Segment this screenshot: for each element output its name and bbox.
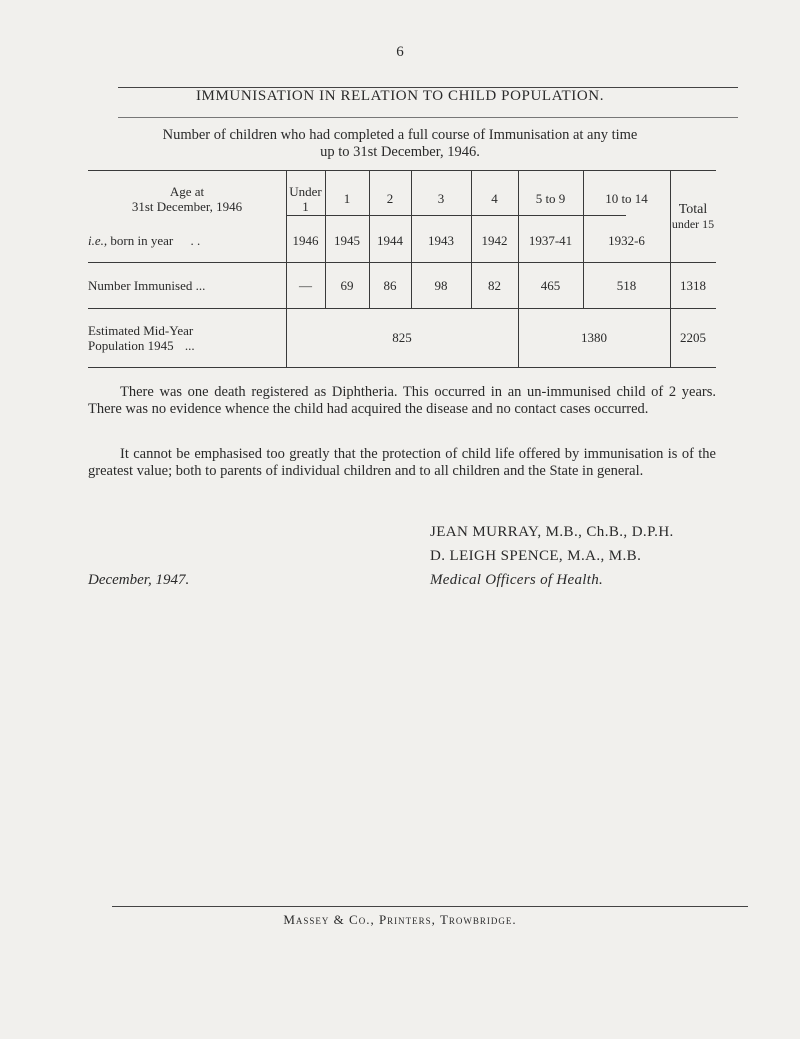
total-label-line-2: under 15 [671,217,715,231]
age-group: 3 [437,191,445,206]
age-label-line-2: 31st December, 1946 [131,199,243,214]
page-subtitle [0,127,800,161]
total-label-line-1: Total [678,202,708,217]
signatory-role: Medical Officers of Health. [430,572,604,588]
immunised-value: 86 [383,278,397,293]
subtitle-line-1: Number of children who had completed a full course of Immunisation at any time [162,127,638,143]
born-label: i.e., born in year . . [88,233,201,248]
age-label [88,184,286,214]
paragraph-emphasis [88,446,716,480]
table-immunised-rule [88,308,716,309]
immunised-value: 69 [340,278,354,293]
immunisation-table [88,170,716,370]
total-label [670,202,716,232]
printer-imprint: Massey & Co., Printers, Trowbridge. [283,912,517,927]
immunised-label-text: Number Immunised [88,278,193,293]
signatory-1: JEAN MURRAY, M.B., Ch.B., D.P.H. [430,524,674,540]
population-value: 825 [392,330,412,345]
table-age-year-divider [286,215,626,216]
birth-year: 1943 [428,233,454,248]
immunised-value: — [299,278,312,293]
population-label [88,323,286,353]
population-label-line-2: Population 1945 ... [88,338,195,353]
immunised-value: 518 [616,278,637,293]
birth-year: 1932-6 [608,233,645,248]
footer-rule [112,906,748,907]
immunised-value: 82 [488,278,501,293]
table-header-rule [88,262,716,263]
birth-year: 1944 [377,233,403,248]
report-date: December, 1947. [88,572,190,588]
age-group: 1 [343,191,351,206]
age-group-under-1: Under 1 [289,184,322,214]
page-title: IMMUNISATION IN RELATION TO CHILD POPULATION. [195,88,605,104]
signatory-2: D. LEIGH SPENCE, M.A., M.B. [430,548,642,564]
age-group: 5 to 9 [535,191,566,206]
age-group: 4 [491,191,498,206]
title-rule [118,117,738,118]
population-value: 1380 [581,330,607,345]
page-number: 6 [396,44,404,60]
immunised-total: 1318 [680,278,706,293]
birth-year: 1945 [334,233,360,248]
population-label-text: Population 1945 [88,338,174,353]
paragraph-2-text: It cannot be emphasised too greatly that the protection of child life offered by immunisation is of the greatest value; both to parents of individual children and to all children and the State in general. [88,446,716,479]
table-bottom-rule [88,367,716,368]
birth-year: 1942 [481,233,508,248]
age-label-line-1: Age at [169,184,205,199]
age-group: 10 to 14 [605,191,648,206]
population-label-line-1: Estimated Mid-Year [88,323,194,338]
age-group: 2 [386,191,394,206]
population-total: 2205 [680,330,706,345]
immunised-label: Number Immunised ... [88,278,206,293]
immunised-value: 98 [434,278,448,293]
birth-year: 1937-41 [528,233,573,248]
immunised-value: 465 [540,278,561,293]
paragraph-1-text: There was one death registered as Diphtheria. This occurred in an un-immunised child of 2 years. There was no evidence whence the child had acquired the disease and no contact cases occurred. [88,384,716,417]
paragraph-diphtheria [88,384,716,418]
birth-year: 1946 [292,233,319,248]
subtitle-line-2: up to 31st December, 1946. [320,144,480,160]
table-top-rule [88,170,716,171]
